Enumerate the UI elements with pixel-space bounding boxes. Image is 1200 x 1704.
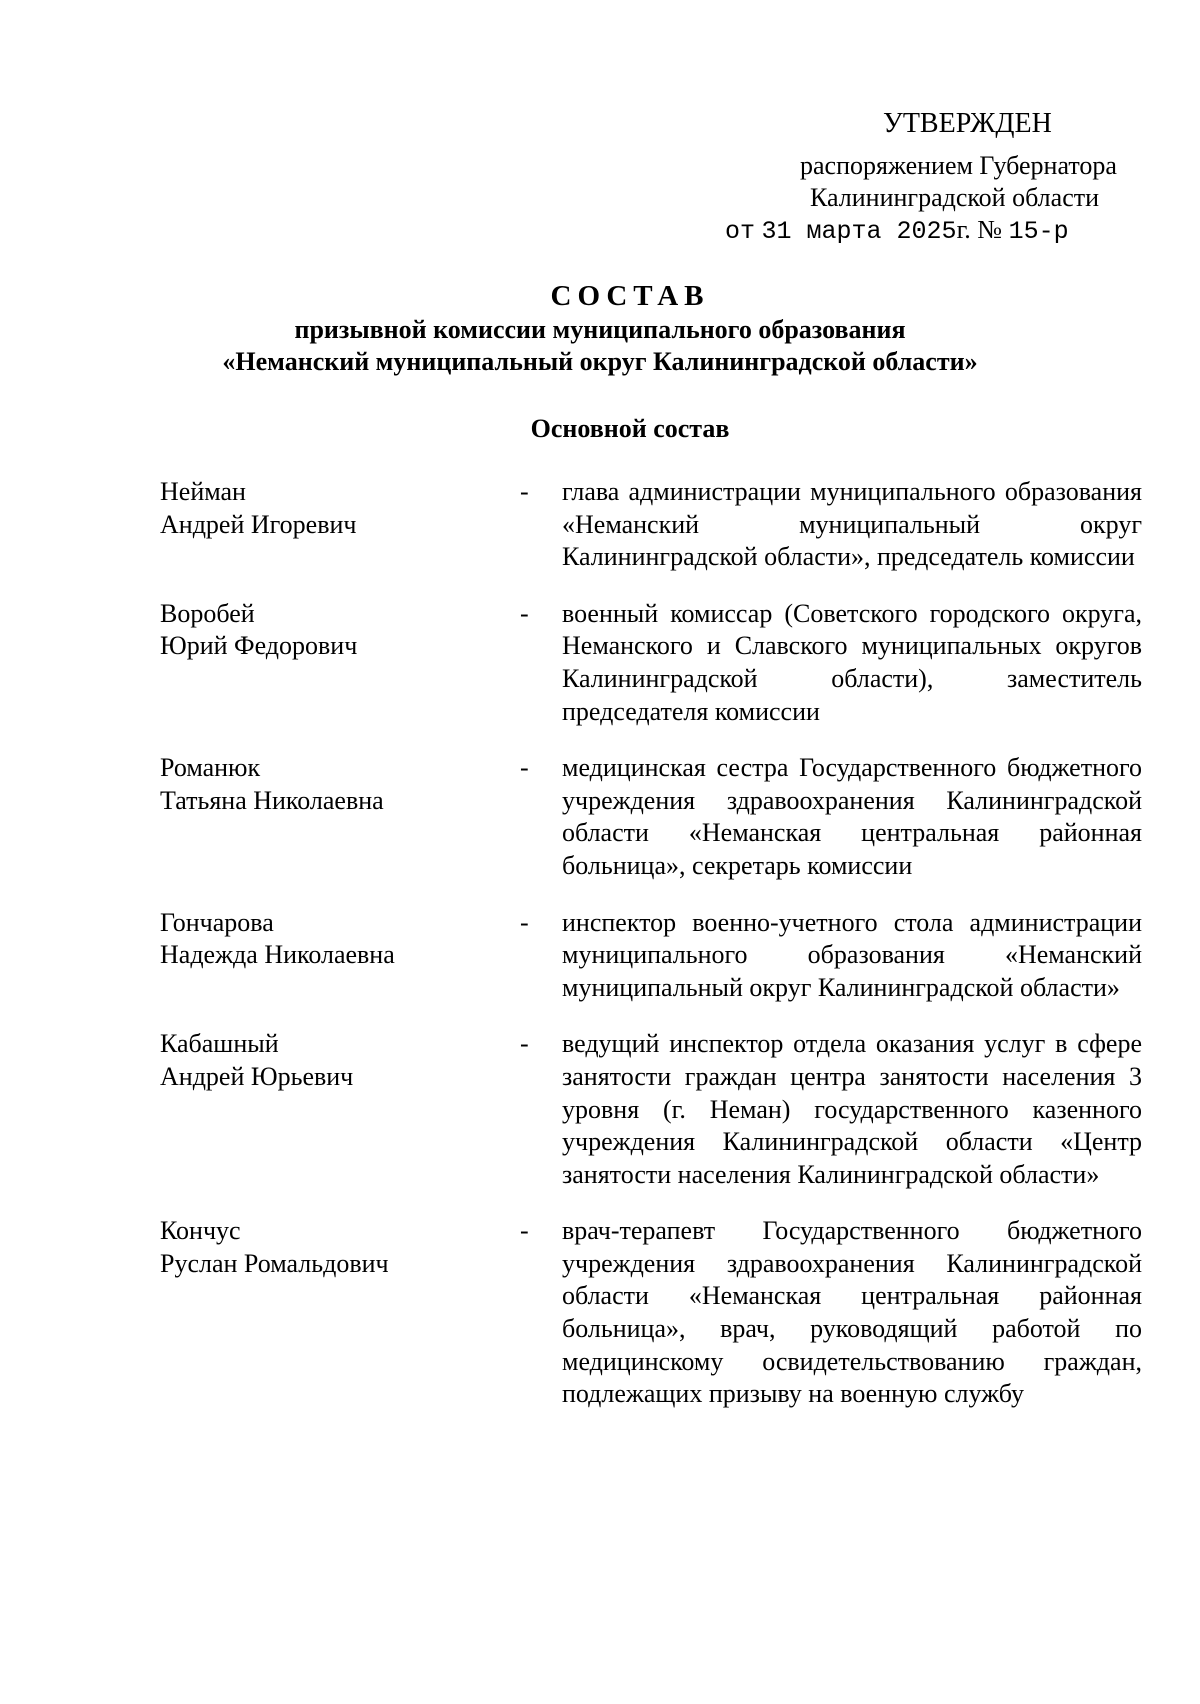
approval-region: Калининградской области <box>810 183 1100 212</box>
member-name <box>160 598 520 728</box>
member-dash: - <box>520 477 529 506</box>
member-role: ведущий инспектор отдела оказания услуг в сфере занятости граждан центра занятости населения 3 уровня (г. Неман) государственного казенного учреждения Калининградской области «Центр занятости населения Калининградской области» <box>562 1029 1142 1189</box>
member-role: врач-терапевт Государственного бюджетного учреждения здравоохранения Калининградской области «Неманская центральная районная больница», врач, руководящий работой по медицинскому освидетельствованию граждан, подлежащих призыву на военную службу <box>562 1216 1142 1409</box>
document-subtitle-line-2: «Неманский муниципальный округ Калининградской области» <box>222 347 978 376</box>
member-given-names: Татьяна Николаевна <box>160 785 384 815</box>
member-dash: - <box>520 1216 529 1246</box>
approval-date-line <box>725 214 1069 248</box>
member-surname: Нейман <box>160 477 246 506</box>
member-surname: Гончарова <box>160 907 274 937</box>
title-block <box>0 278 1200 378</box>
member-surname: Воробей <box>160 598 255 628</box>
member-given-names: Руслан Ромальдович <box>160 1248 389 1278</box>
member-row <box>160 476 1142 574</box>
approval-date-year-suffix: г. <box>956 215 971 244</box>
member-row <box>160 907 1142 1005</box>
member-given-names: Надежда Николаевна <box>160 940 395 970</box>
member-given-names: Андрей Юрьевич <box>160 1061 354 1091</box>
member-dash: - <box>520 598 529 628</box>
section-heading: Основной состав <box>530 414 730 443</box>
member-surname: Кабашный <box>160 1029 279 1059</box>
approval-number-value: 15-р <box>1008 217 1069 246</box>
member-row <box>160 1215 1142 1411</box>
document-subtitle-line-1: призывной комиссии муниципального образования <box>294 315 906 344</box>
approval-date-prefix: от <box>725 217 756 246</box>
member-list <box>160 476 1142 1435</box>
approval-date-value: 31 марта 2025 <box>761 217 957 246</box>
document-title: СОСТАВ <box>550 280 710 312</box>
member-name <box>160 752 520 882</box>
member-surname: Романюк <box>160 753 261 783</box>
approval-by-order: распоряжением Губернатора <box>800 151 1117 180</box>
approval-heading: УТВЕРЖДЕН <box>883 108 1052 139</box>
member-role: инспектор военно-учетного стола администрации муниципального образования «Неманский муниципальный округ Калининградской области» <box>562 907 1142 1002</box>
member-role: медицинская сестра Государственного бюджетного учреждения здравоохранения Калининградской области «Неманская центральная районная больница», секретарь комиссии <box>562 753 1142 880</box>
member-name <box>160 1215 520 1411</box>
member-given-names: Андрей Игоревич <box>160 509 357 539</box>
member-row <box>160 1028 1142 1191</box>
member-surname: Кончус <box>160 1216 241 1246</box>
member-dash: - <box>520 907 529 937</box>
member-name <box>160 907 520 1005</box>
member-row <box>160 598 1142 728</box>
member-row <box>160 752 1142 882</box>
member-given-names: Юрий Федорович <box>160 631 358 661</box>
member-name <box>160 1028 520 1191</box>
approval-number-sign: № <box>977 215 1003 244</box>
member-role: глава администрации муниципального образования «Неманский муниципальный округ Калининградской области», председатель комиссии <box>562 477 1142 572</box>
member-dash: - <box>520 1029 529 1059</box>
member-name <box>160 476 520 574</box>
member-role: военный комиссар (Советского городского округа, Неманского и Славского муниципальных округов Калининградской области), заместитель председателя комиссии <box>562 598 1142 726</box>
member-dash: - <box>520 753 529 783</box>
